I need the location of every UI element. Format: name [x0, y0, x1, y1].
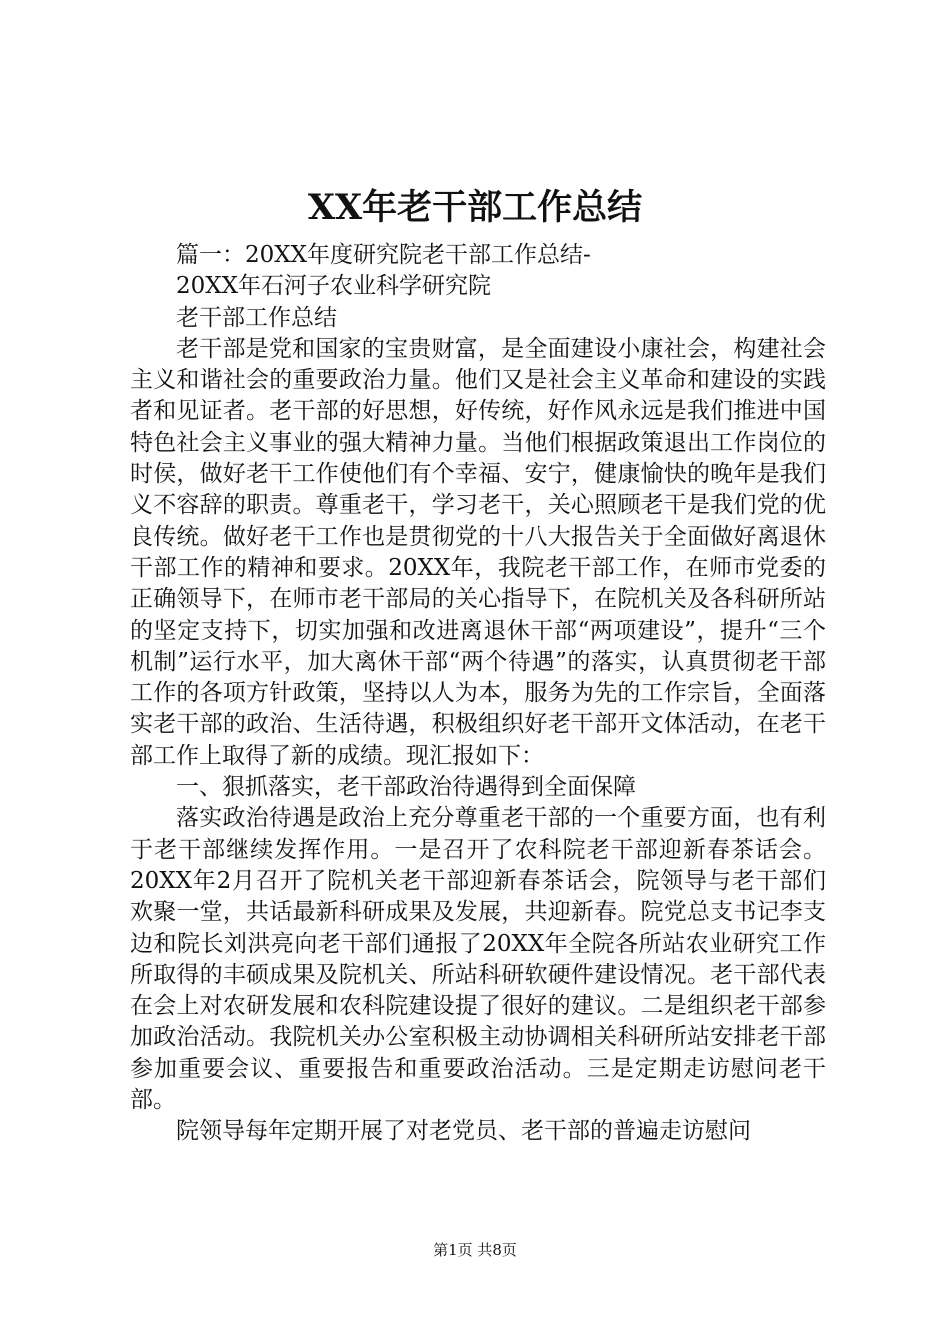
section-paragraph-1: 落实政治待遇是政治上充分尊重老干部的一个重要方面，也有利于老干部继续发挥作用。一是召开了农科院老干部迎新春茶话会。20XX年2月召开了院机关老干部迎新春茶话会，院领导与老干部们欢聚一堂，共话最新科研成果及发展，共迎新春。院党总支书记李支边和院长刘洪亮向老干部们通报了20XX年全院各所站农业研究工作所取得的丰硕成果及院机关、所站科研软硬件建设情况。老干部代表在会上对农研发展和农科院建设提了很好的建议。二是组织老干部参加政治活动。我院机关办公室积极主动协调相关科研所站安排老干部参加重要会议、重要报告和重要政治活动。三是定期走访慰问老干部。	[130, 805, 826, 1114]
intro-paragraph: 老干部是党和国家的宝贵财富，是全面建设小康社会，构建社会主义和谐社会的重要政治力量。他们又是社会主义革命和建设的实践者和见证者。老干部的好思想，好传统，好作风永远是我们推进中国特色社会主义事业的强大精神力量。当他们根据政策退出工作岗位的时侯，做好老干工作使他们有个幸福、安宁，健康愉快的晚年是我们义不容辞的职责。尊重老干，学习老干，关心照顾老干是我们党的优良传统。做好老干工作也是贯彻党的十八大报告关于全面做好离退休干部工作的精神和要求。20XX年，我院老干部工作，在师市党委的正确领导下，在师市老干部局的关心指导下，在院机关及各科研所站的坚定支持下，切实加强和改进离退休干部“两项建设”，提升“三个机制”运行水平，加大离休干部“两个待遇”的落实，认真贯彻老干部工作的各项方针政策，坚持以人为本，服务为先的工作宗旨，全面落实老干部的政治、生活待遇，积极组织好老干部开文体活动，在老干部工作上取得了新的成绩。现汇报如下：	[130, 335, 826, 769]
document-body	[130, 240, 826, 1148]
article-heading-line-3: 老干部工作总结	[176, 304, 337, 331]
section-paragraph-2: 院领导每年定期开展了对老党员、老干部的普遍走访慰问	[176, 1118, 751, 1145]
page-indicator: 第1页 共8页	[433, 1241, 517, 1259]
section-heading: 一、狠抓落实，老干部政治待遇得到全面保障	[176, 774, 636, 801]
article-heading-line-1: 篇一：20XX年度研究院老干部工作总结-	[176, 242, 591, 268]
document-title: XX年老干部工作总结	[307, 187, 643, 228]
article-heading-line-2: 20XX年石河子农业科学研究院	[176, 273, 492, 300]
page-footer	[0, 1240, 950, 1260]
